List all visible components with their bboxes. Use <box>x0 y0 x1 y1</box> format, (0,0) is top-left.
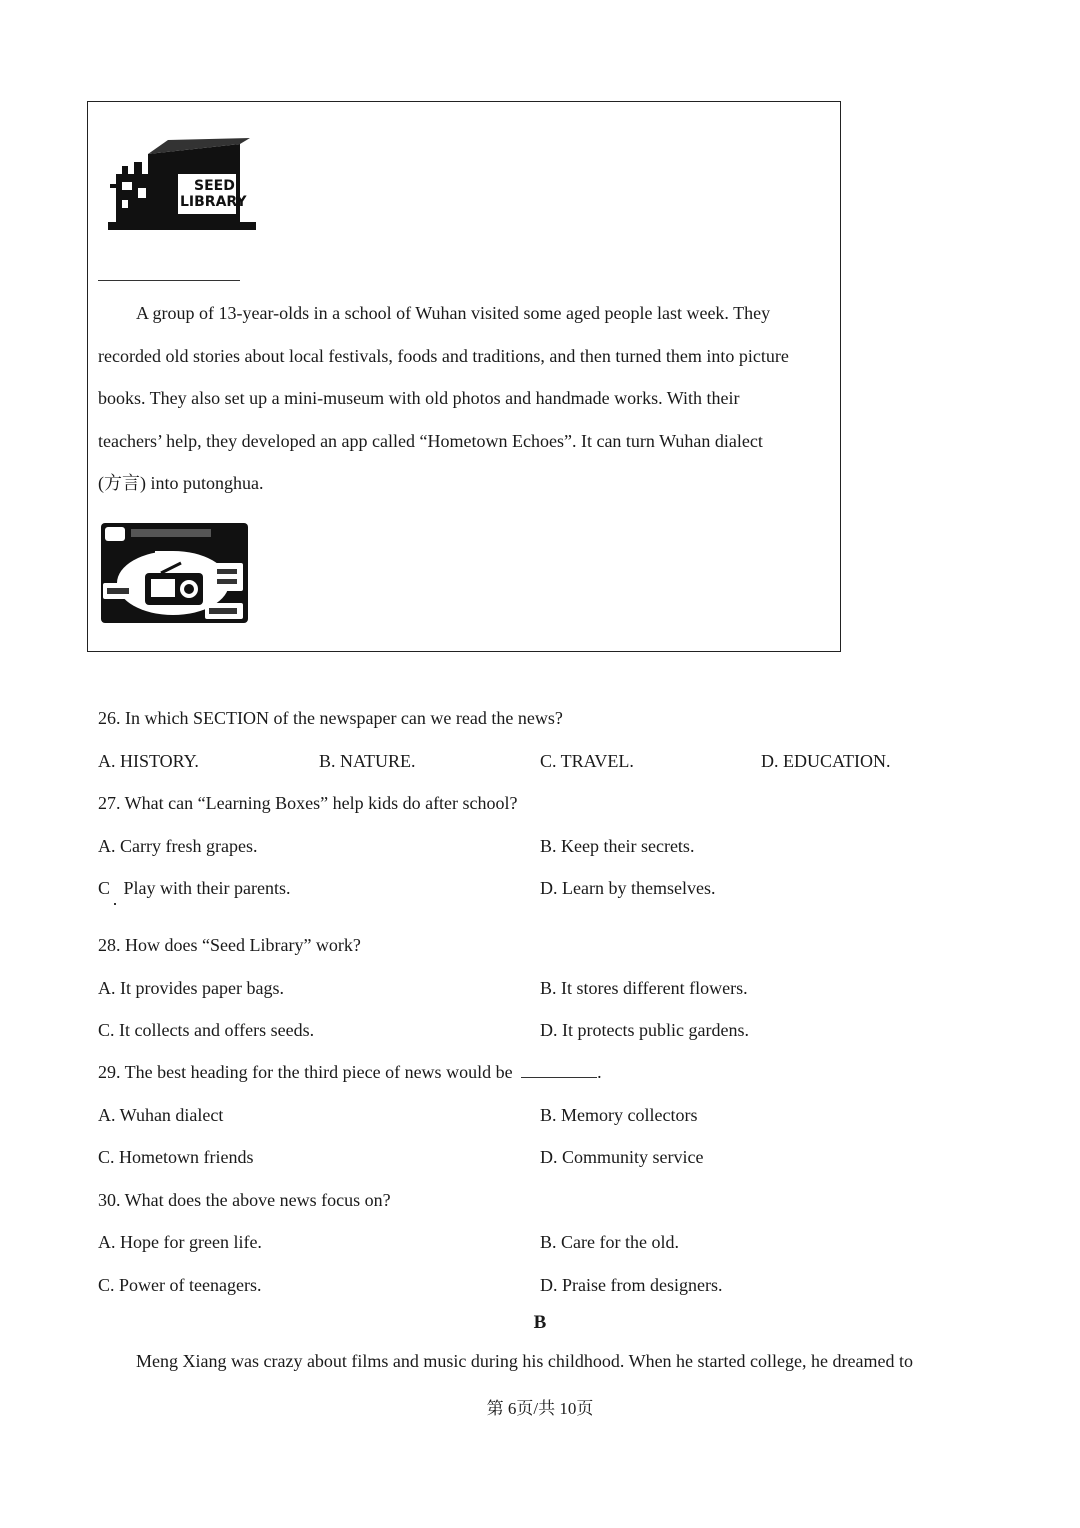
seed-library-image <box>108 136 256 234</box>
option-30d[interactable]: D. Praise from designers. <box>540 1275 723 1295</box>
option-28a[interactable]: A. It provides paper bags. <box>98 978 284 998</box>
option-30c[interactable]: C. Power of teenagers. <box>98 1275 262 1295</box>
option-28b[interactable]: B. It stores different flowers. <box>540 978 748 998</box>
option-29c[interactable]: C. Hometown friends <box>98 1147 254 1167</box>
question-stem-29-text: 29. The best heading for the third piece of news would be <box>98 1062 513 1082</box>
option-27d[interactable]: D. Learn by themselves. <box>540 878 716 898</box>
option-27c[interactable]: C Play with their parents. <box>98 878 291 898</box>
paragraph-line: recorded old stories about local festivals, foods and traditions, and then turned them into picture <box>98 345 789 366</box>
option-26a[interactable]: A. HISTORY. <box>98 751 199 771</box>
paragraph-line: (方言) into putonghua. <box>98 473 264 493</box>
stray-dot <box>114 903 116 905</box>
question-stem-30: 30. What does the above news focus on? <box>98 1190 391 1210</box>
option-28d[interactable]: D. It protects public gardens. <box>540 1020 749 1040</box>
paragraph-line: A group of 13-year-olds in a school of Wuhan visited some aged people last week. They <box>136 303 771 323</box>
seed-library-logo-line1: SEED <box>194 178 235 194</box>
option-26b[interactable]: B. NATURE. <box>319 751 416 771</box>
paragraph-line: teachers’ help, they developed an app called “Hometown Echoes”. It can turn Wuhan dialect <box>98 430 763 451</box>
question-stem-28: 28. How does “Seed Library” work? <box>98 935 361 955</box>
seed-library-logo-line2: LIBRARY <box>180 194 247 210</box>
hometown-echoes-app-image <box>101 523 248 623</box>
news-paragraph <box>98 292 838 505</box>
option-30a[interactable]: A. Hope for green life. <box>98 1232 262 1252</box>
option-29d[interactable]: D. Community service <box>540 1147 704 1167</box>
option-29b[interactable]: B. Memory collectors <box>540 1105 698 1125</box>
option-27b[interactable]: B. Keep their secrets. <box>540 836 695 856</box>
paragraph-line: books. They also set up a mini-museum with old photos and handmade works. With their <box>98 388 740 408</box>
question-stem-29 <box>98 1062 602 1083</box>
page-number: 第 6页/共 10页 <box>486 1399 594 1418</box>
option-29a[interactable]: A. Wuhan dialect <box>98 1105 224 1125</box>
option-26c[interactable]: C. TRAVEL. <box>540 751 634 771</box>
option-27a[interactable]: A. Carry fresh grapes. <box>98 836 258 856</box>
question-stem-27: 27. What can “Learning Boxes” help kids do after school? <box>98 793 518 813</box>
option-30b[interactable]: B. Care for the old. <box>540 1232 679 1252</box>
answer-blank[interactable] <box>521 1063 597 1078</box>
section-b-heading: B <box>533 1312 547 1333</box>
heading-blank <box>98 280 240 281</box>
question-stem-26: 26. In which SECTION of the newspaper can we read the news? <box>98 708 563 728</box>
option-28c[interactable]: C. It collects and offers seeds. <box>98 1020 315 1040</box>
question-stem-29-end: . <box>597 1062 602 1082</box>
section-b-first-line: Meng Xiang was crazy about films and music during his childhood. When he started college, he dreamed to <box>136 1351 913 1371</box>
option-26d[interactable]: D. EDUCATION. <box>761 751 891 771</box>
